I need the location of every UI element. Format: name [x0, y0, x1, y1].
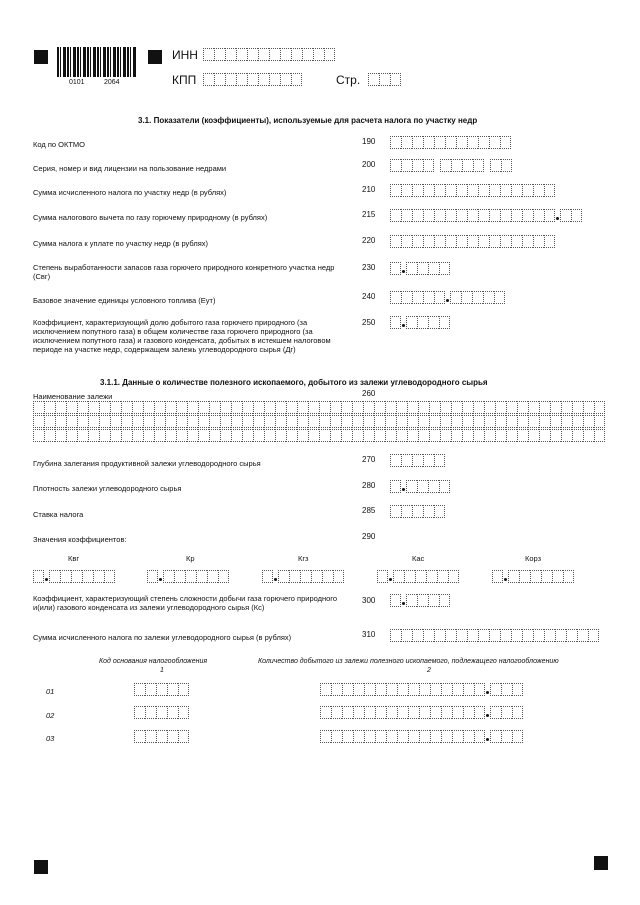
cell-group [134, 706, 189, 719]
cell-group [203, 73, 302, 86]
cell-group [490, 159, 512, 172]
section-title: 3.1. Показатели (коэффициенты), используемые для расчета налога по участку недр [138, 116, 478, 125]
cell-group [390, 209, 555, 222]
cell-group [406, 480, 450, 493]
row-code: 260 [362, 389, 376, 398]
kas-field[interactable] [377, 570, 459, 583]
cell-group [33, 570, 44, 583]
cell-group [368, 73, 401, 86]
row-code: 290 [362, 532, 376, 541]
license-field[interactable] [390, 159, 512, 172]
row-code: 215 [362, 210, 376, 219]
quantity-field[interactable] [320, 706, 523, 719]
corner-marker [148, 50, 162, 64]
coef-name: Кас [412, 554, 425, 563]
cell-group [406, 316, 450, 329]
row-code: 230 [362, 263, 376, 272]
cell-group [390, 629, 599, 642]
ks-label: Коэффициент, характеризующий степень сложности добычи газа горючего природного и(или) газового конденсата из залежи углеводородного сырья (Кс) [33, 594, 338, 612]
cell-group [377, 570, 388, 583]
coef-label: Значения коэффициентов: [33, 535, 127, 544]
kvg-field[interactable] [33, 570, 115, 583]
cell-group [490, 706, 523, 719]
barcode-number: 2064 [104, 79, 120, 86]
row-code: 250 [362, 318, 376, 327]
row-label: Сумма налогового вычета по газу горючему природному (в рублях) [33, 213, 268, 222]
table-col1-header: Код основания налогообложения [99, 658, 208, 665]
kr-field[interactable] [147, 570, 229, 583]
row-code: 270 [362, 455, 376, 464]
deposit-name-field[interactable] [33, 429, 605, 442]
barcode-number: 0101 [69, 79, 85, 86]
cell-group [134, 683, 189, 696]
deposit-name-field[interactable] [33, 415, 605, 428]
inn-field[interactable] [203, 48, 335, 61]
cell-group [320, 730, 485, 743]
subsection-title: 3.1.1. Данные о количестве полезного ископаемого, добытого из залежи углеводородного сырья [100, 378, 488, 387]
row-code: 210 [362, 185, 376, 194]
row-code: 220 [362, 236, 376, 245]
deposit-label: Наименование залежи [33, 392, 113, 401]
table-col2-header: Количество добытого из залежи полезного ископаемого, подлежащего налогообложению [258, 658, 559, 665]
sum-label: Сумма исчисленного налога по залежи углеводородного сырья (в рублях) [33, 633, 292, 642]
base-code-field[interactable] [134, 730, 189, 743]
row-label: Базовое значение единицы условного топлива (Еут) [33, 296, 216, 305]
cell-group [134, 730, 189, 743]
row-label: Глубина залегания продуктивной залежи углеводородного сырья [33, 459, 261, 468]
korz-field[interactable] [492, 570, 574, 583]
cell-group [490, 683, 523, 696]
cell-group [390, 136, 511, 149]
quantity-field[interactable] [320, 730, 523, 743]
coef-name: Квг [68, 554, 80, 563]
row-code: 190 [362, 137, 376, 146]
cell-group [147, 570, 158, 583]
cell-group [390, 291, 445, 304]
page-field[interactable] [368, 73, 401, 86]
depth-field[interactable] [390, 454, 445, 467]
deduction-field[interactable] [390, 209, 582, 222]
row-label: Сумма налога к уплате по участку недр (в рублях) [33, 239, 209, 248]
cell-group [49, 570, 115, 583]
cell-group [390, 159, 434, 172]
table-col1-num: 1 [160, 667, 164, 674]
inn-label: ИНН [172, 48, 198, 62]
dg-field[interactable] [390, 316, 450, 329]
cell-group [560, 209, 582, 222]
cell-group [390, 505, 445, 518]
payable-field[interactable] [390, 235, 555, 248]
cell-group [278, 570, 344, 583]
cell-group [390, 235, 555, 248]
tax-field[interactable] [390, 184, 555, 197]
cell-group [390, 316, 401, 329]
cell-group [33, 401, 605, 414]
table-row-num: 01 [46, 687, 55, 696]
row-label: Степень выработанности запасов газа горючего природного конкретного участка недр (Свг) [33, 263, 335, 281]
corner-marker [34, 50, 48, 64]
table-row-num: 03 [46, 734, 55, 743]
quantity-field[interactable] [320, 683, 523, 696]
cell-group [33, 429, 605, 442]
cell-group [390, 262, 401, 275]
page-label: Стр. [336, 73, 361, 87]
cell-group [33, 415, 605, 428]
cell-group [440, 159, 484, 172]
base-code-field[interactable] [134, 706, 189, 719]
eut-field[interactable] [390, 291, 505, 304]
cell-group [320, 706, 485, 719]
table-row-num: 02 [46, 711, 55, 720]
coef-name: Кр [186, 554, 195, 563]
cell-group [393, 570, 459, 583]
deposit-name-field[interactable] [33, 401, 605, 414]
row-code: 300 [362, 596, 376, 605]
svg-field[interactable] [390, 262, 450, 275]
table-col2-num: 2 [427, 667, 431, 674]
cell-group [390, 594, 401, 607]
row-code: 310 [362, 630, 376, 639]
row-code: 285 [362, 506, 376, 515]
barcode [57, 47, 137, 77]
corner-marker [594, 856, 608, 870]
cell-group [390, 480, 401, 493]
row-label: Сумма исчисленного налога по участку недр (в рублях) [33, 188, 227, 197]
cell-group [390, 454, 445, 467]
base-code-field[interactable] [134, 683, 189, 696]
kgz-field[interactable] [262, 570, 344, 583]
rate-field[interactable] [390, 505, 445, 518]
cell-group [320, 683, 485, 696]
row-label: Код по ОКТМО [33, 140, 86, 149]
coef-name: Кгз [298, 554, 309, 563]
ks-field[interactable] [390, 594, 450, 607]
coef-name: Корз [525, 554, 542, 563]
row-code: 240 [362, 292, 376, 301]
row-code: 280 [362, 481, 376, 490]
kpp-label: КПП [172, 73, 197, 87]
density-field[interactable] [390, 480, 450, 493]
cell-group [508, 570, 574, 583]
row-label: Серия, номер и вид лицензии на пользование недрами [33, 164, 227, 173]
cell-group [406, 262, 450, 275]
cell-group [390, 184, 555, 197]
row-label: Ставка налога [33, 510, 84, 519]
cell-group [163, 570, 229, 583]
row-code: 200 [362, 160, 376, 169]
cell-group [492, 570, 503, 583]
oktmo-field[interactable] [390, 136, 511, 149]
cell-group [203, 48, 335, 61]
cell-group [450, 291, 505, 304]
row-label: Коэффициент, характеризующий долю добытого газа горючего природного (за исключением попутного газа) в общем количестве газа горючего природного (за исключением попутного газа) и газового конденсата, добытых в истекшем налоговом периоде на участке недр, содержащем залежь углеводородного сырья (Дг) [33, 318, 331, 354]
kpp-field[interactable] [203, 73, 302, 86]
cell-group [262, 570, 273, 583]
sum-field[interactable] [390, 629, 599, 642]
corner-marker [34, 860, 48, 874]
row-label: Плотность залежи углеводородного сырья [33, 484, 182, 493]
cell-group [406, 594, 450, 607]
cell-group [490, 730, 523, 743]
